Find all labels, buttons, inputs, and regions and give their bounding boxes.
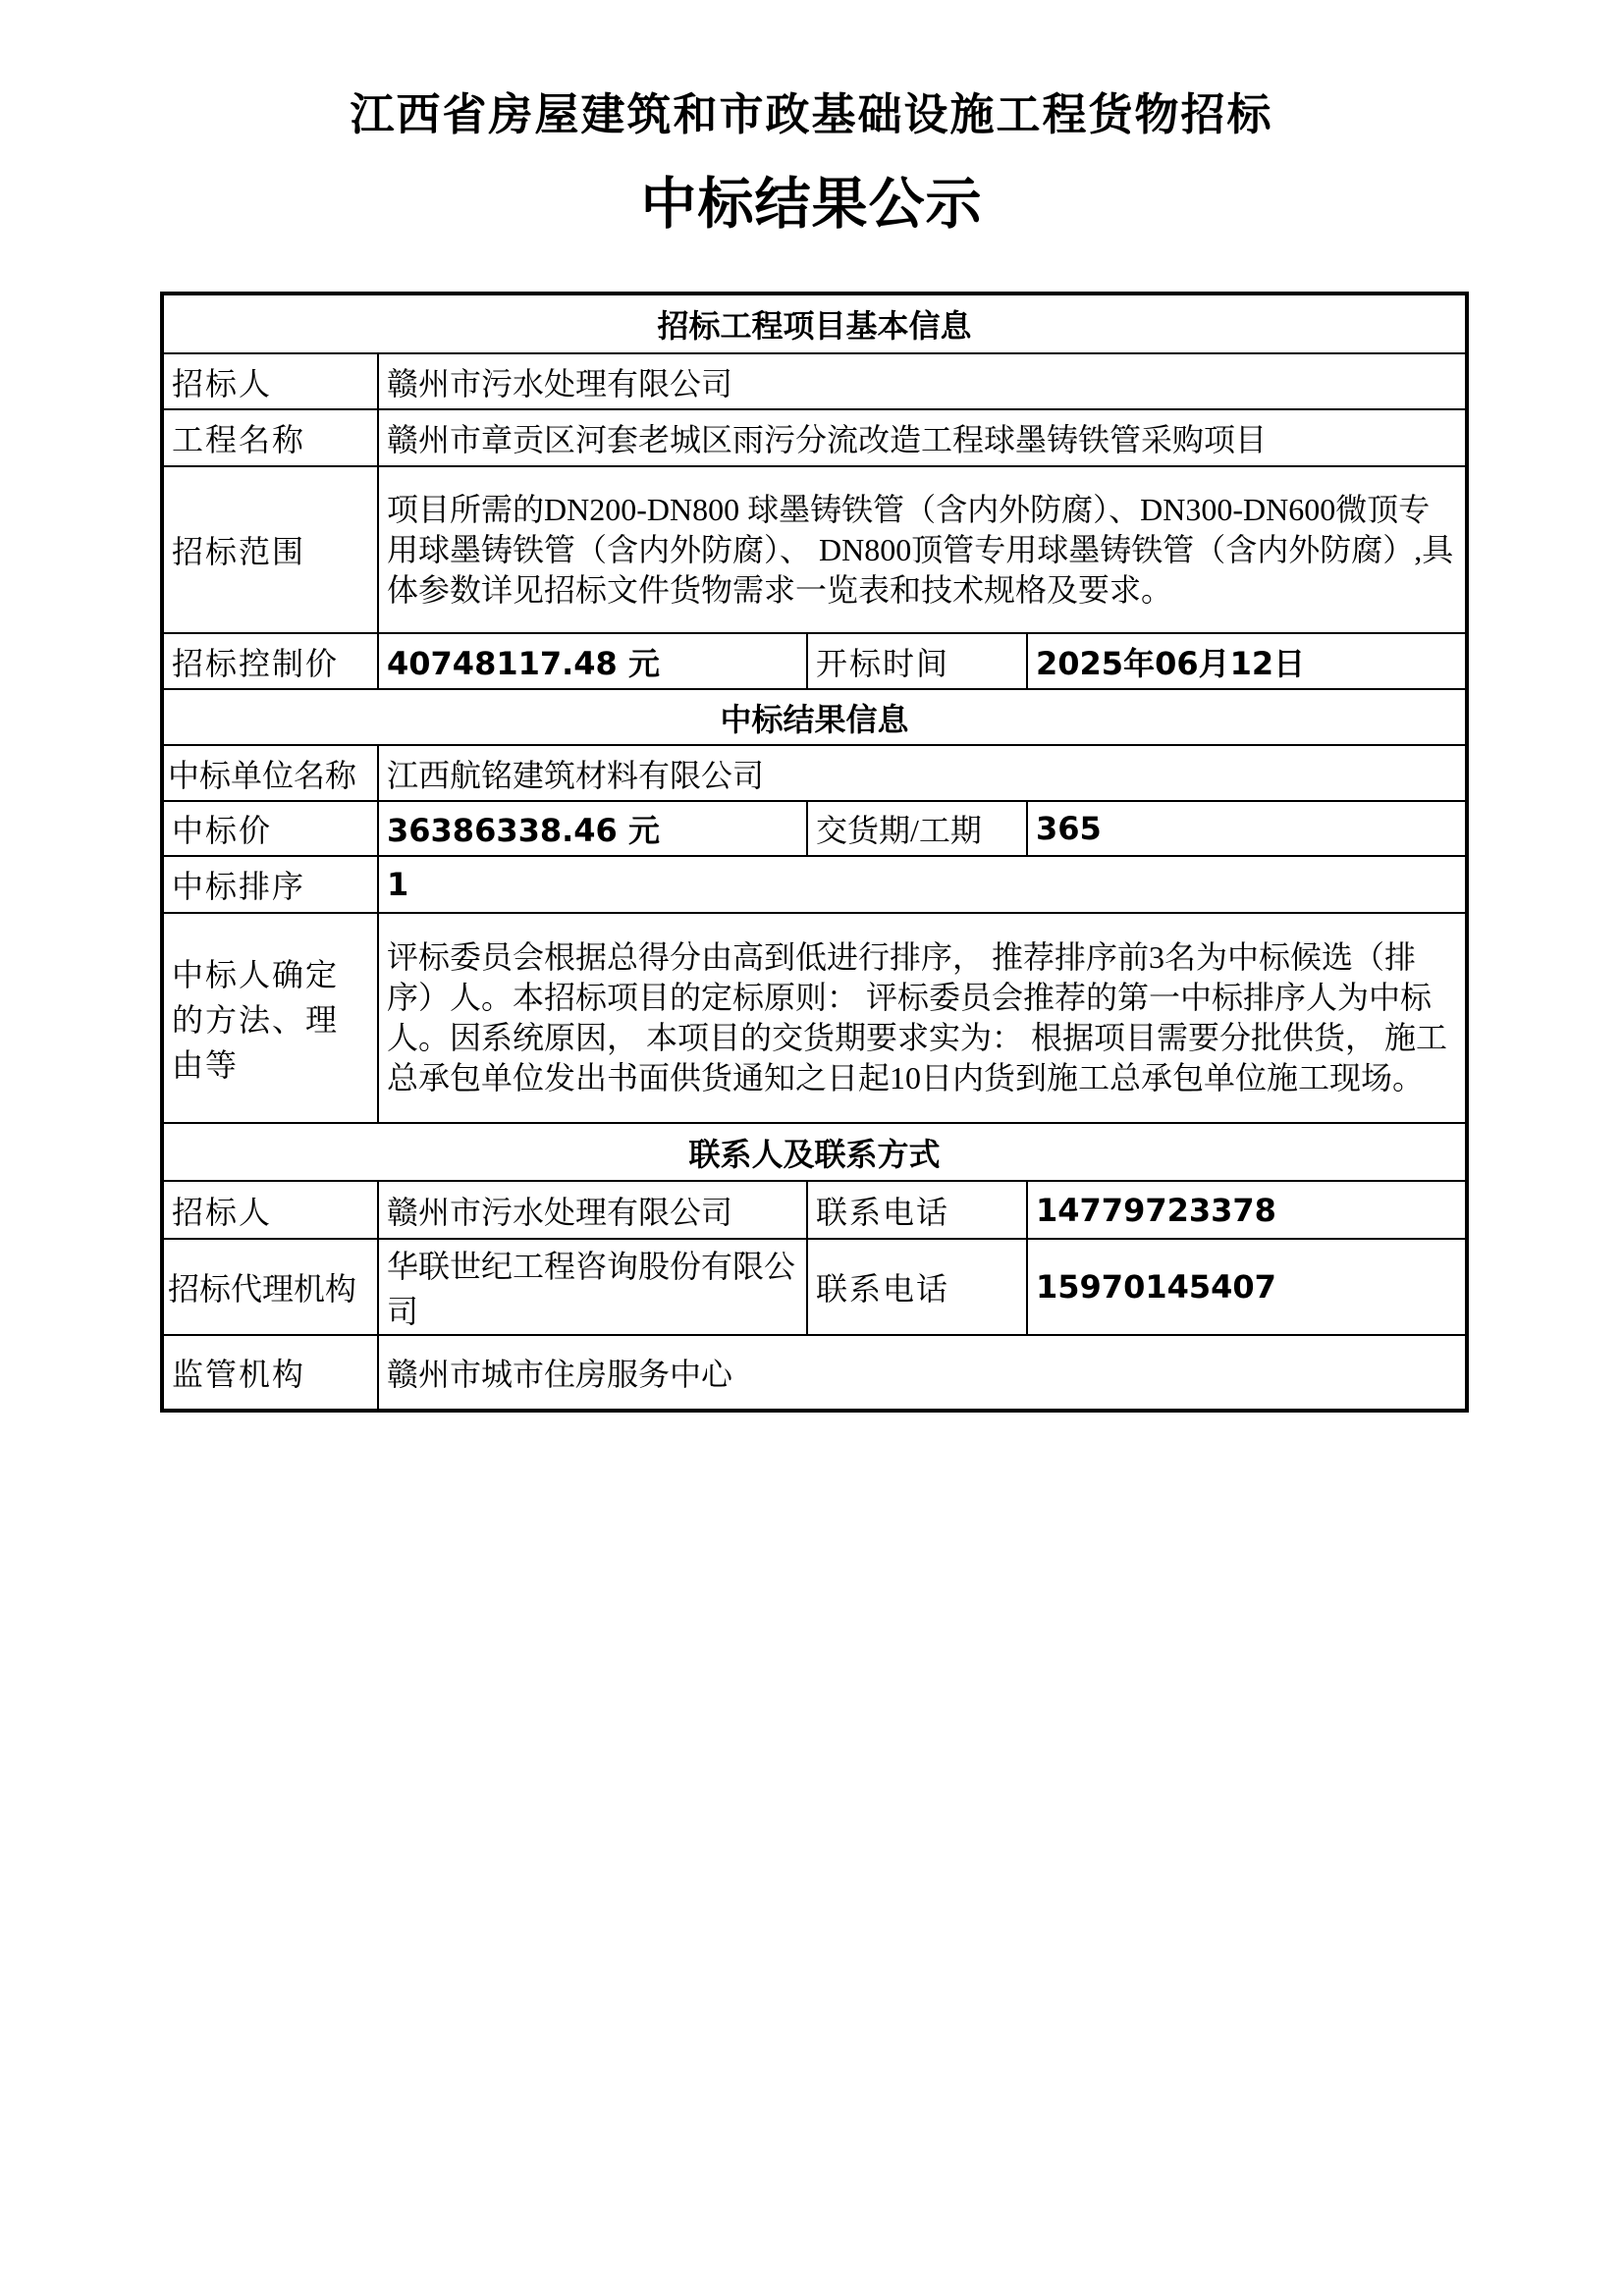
supervisor-value: 赣州市城市住房服务中心 — [378, 1335, 1467, 1411]
table-row — [162, 1123, 1467, 1181]
table-row — [162, 294, 1467, 353]
table-row — [162, 856, 1467, 913]
document-title: 江西省房屋建筑和市政基础设施工程货物招标 — [350, 90, 1273, 139]
method-value: 评标委员会根据总得分由高到低进行排序， 推荐排序前3名为中标候选（排序）人。本招标项目的定标原则： 评标委员会推荐的第一中标排序人为中标人。因系统原因， 本项目的交货期要求实为： 根据项目需要分批供货， 施工总承包单位发出书面供货通知之日起10日内货到施工总承包单位施工现场。 — [378, 913, 1467, 1123]
table-row — [162, 1239, 1467, 1335]
control-price-value: 40748117.48 元 — [378, 633, 807, 689]
table-row — [162, 633, 1467, 689]
tenderer-label: 招标人 — [162, 353, 378, 409]
contact-tenderer-label: 招标人 — [162, 1181, 378, 1239]
supervisor-label: 监管机构 — [162, 1335, 378, 1411]
table-row — [162, 1181, 1467, 1239]
tenderer-value: 赣州市污水处理有限公司 — [378, 353, 1467, 409]
section-header-result-info: 中标结果信息 — [162, 689, 1467, 745]
delivery-value: 365 — [1027, 801, 1467, 856]
table-row — [162, 353, 1467, 409]
control-price-label: 招标控制价 — [162, 633, 378, 689]
project-name-value: 赣州市章贡区河套老城区雨污分流改造工程球墨铸铁管采购项目 — [378, 409, 1467, 466]
table-row — [162, 466, 1467, 633]
agency-value: 华联世纪工程咨询股份有限公司 — [378, 1239, 807, 1335]
document-subtitle: 中标结果公示 — [640, 174, 983, 236]
table-row — [162, 409, 1467, 466]
scope-label: 招标范围 — [162, 466, 378, 633]
agency-phone-label: 联系电话 — [807, 1239, 1027, 1335]
opening-time-label: 开标时间 — [807, 633, 1027, 689]
bid-price-value: 36386338.46 元 — [378, 801, 807, 856]
delivery-label: 交货期/工期 — [807, 801, 1027, 856]
table-row — [162, 689, 1467, 745]
opening-time-value: 2025年06月12日 — [1027, 633, 1467, 689]
contact-tenderer-value: 赣州市污水处理有限公司 — [378, 1181, 807, 1239]
project-name-label: 工程名称 — [162, 409, 378, 466]
winner-name-value: 江西航铭建筑材料有限公司 — [378, 745, 1467, 801]
contact-tenderer-phone-value: 14779723378 — [1027, 1181, 1467, 1239]
method-label: 中标人确定的方法、理由等 — [162, 913, 378, 1123]
table-row — [162, 745, 1467, 801]
rank-value: 1 — [378, 856, 1467, 913]
contact-tenderer-phone-label: 联系电话 — [807, 1181, 1027, 1239]
table-row — [162, 1335, 1467, 1411]
section-header-basic-info: 招标工程项目基本信息 — [162, 294, 1467, 353]
section-header-contact-info: 联系人及联系方式 — [162, 1123, 1467, 1181]
rank-label: 中标排序 — [162, 856, 378, 913]
bid-result-table — [160, 292, 1469, 1413]
bid-price-label: 中标价 — [162, 801, 378, 856]
winner-name-label: 中标单位名称 — [162, 745, 378, 801]
table-row — [162, 801, 1467, 856]
agency-label: 招标代理机构 — [162, 1239, 378, 1335]
table-row — [162, 913, 1467, 1123]
scope-value: 项目所需的DN200-DN800 球墨铸铁管（含内外防腐）、DN300-DN600微顶专用球墨铸铁管（含内外防腐）、 DN800顶管专用球墨铸铁管（含内外防腐）,具体参数详见招标文件货物需求一览表和技术规格及要求。 — [378, 466, 1467, 633]
agency-phone-value: 15970145407 — [1027, 1239, 1467, 1335]
